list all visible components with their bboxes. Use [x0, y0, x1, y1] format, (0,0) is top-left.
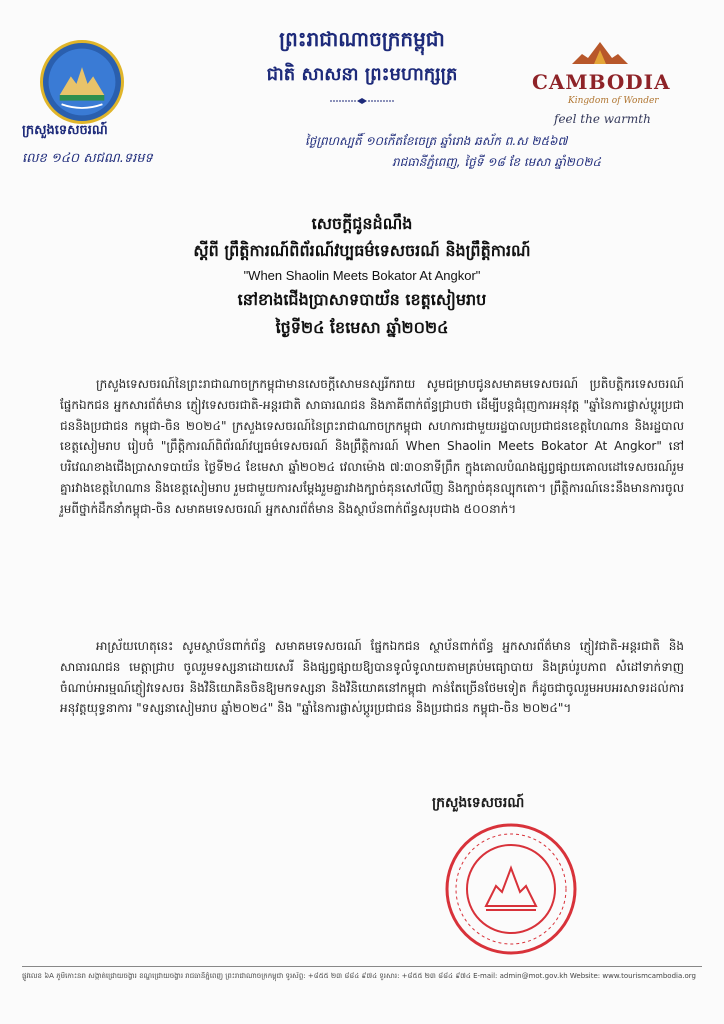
event-location: នៅខាងជើងប្រាសាទបាយ័ន ខេត្តសៀមរាប: [237, 290, 487, 309]
lunar-date: ថ្ងៃព្រហស្បតិ៍ ១០កើតខែចេត្រ ឆ្នាំរោង ឆស័ក ព.ស ២៥៦៧: [305, 134, 568, 148]
reference-number: លេខ ១៤០ សជណ.ទរមទ: [22, 151, 153, 166]
body-paragraph: ក្រសួងទេសចរណ៍នៃព្រះរាជាណាចក្រកម្ពុជាមានសេចក្តីសោមនស្សរីករាយ សូមជម្រាបជូនសមាគមទេសចរណ៍ ប្រតិបត្តិករទេសចរណ៍ ផ្នែកឯកជន អ្នកសារព័ត៌មាន ភ្ញៀវទេសចរជាតិ-អន្តរជាតិ សាធារណជន និងភាគីពាក់ព័ន្ធជ្រាបថា ដើម្បីបន្តជំរុញការអនុវត្ត "ឆ្នាំនៃការផ្លាស់ប្តូរប្រជាជននិងប្រជាជន កម្ពុជា-ចិន ២០២៤" ក្រសួងទេសចរណ៍នៃព្រះរាជាណាចក្រកម្ពុជា សហការជាមួយរដ្ឋបាលប្រជាជនខេត្តហៃណាន និងរដ្ឋបាលខេត្តសៀមរាប រៀបចំ "ព្រឹត្តិការណ៍ពិព័រណ៍វប្បធម៌ទេសចរណ៍ និងព្រឹត្តិការណ៍ When Shaolin Meets Bokator At Angkor" នៅបរិវេណខាងជើងប្រាសាទបាយ័ន ថ្ងៃទី២៤ ខែមេសា ឆ្នាំ២០២៤ វេលាម៉ោង ៧:៣០នាទីព្រឹក ក្នុងគោលបំណងផ្សព្វផ្សាយគោលដៅទេសចរណ៍រួមគ្នារវាងខេត្តហៃណាន និងខេត្តសៀមរាប រួមជាមួយការសម្តែងរួមគ្នារវាងក្បាច់គុនសៅលីញ និងក្បាច់គុនល្បុកតោ។ ព្រឹត្តិការណ៍នេះនឹងមានការចូលរួមពីថ្នាក់ដឹកនាំកម្ពុជា-ចិន សមាគមទេសចរណ៍ អ្នកសារព័ត៌មាន និងស្ថាប័នពាក់ព័ន្ធសរុបជាង ៥០០នាក់។: [60, 377, 684, 516]
brand-wordmark: CAMBODIA: [532, 70, 671, 94]
national-motto: ជាតិ សាសនា ព្រះមហាក្សត្រ: [266, 64, 458, 85]
solar-date: រាជធានីភ្នំពេញ, ថ្ងៃទី ១៨ ខែ មេសា ឆ្នាំ២០២៤: [392, 155, 601, 169]
notice-subject: ស្តីពី ព្រឹត្តិការណ៍ពិព័រណ៍វប្បធម៌ទេសចរណ៍ និងព្រឹត្តិការណ៍: [193, 241, 531, 260]
signatory-label: ក្រសួងទេសចរណ៍: [432, 795, 525, 811]
footer-contact: ផ្លូវលេខ ៦A ភូមិកោះនរា សង្កាត់ជ្រោយចង្វារ ខណ្ឌជ្រោយចង្វារ រាជធានីភ្នំពេញ ព្រះរាជាណាចក្រកម្ពុជា ទូរស័ព្ទ: +៨៥៥ ២៣ ៨៨៤ ៩៧៤ ទូរសារ: +៨៥៥ ២៣ ៨៨៤ ៩៧៤ E-mail: admin@mot.gov.kh Website: www.tourismcambodia.org: [22, 972, 696, 980]
brand-tagline: Kingdom of Wonder: [568, 96, 659, 106]
brand-slogan: feel the warmth: [554, 112, 651, 126]
event-date: ថ្ងៃទី២៤ ខែមេសា ឆ្នាំ២០២៤: [275, 318, 449, 337]
kingdom-heading: ព្រះរាជាណាចក្រកម្ពុជា: [279, 27, 445, 51]
official-stamp-icon: [442, 820, 580, 958]
notice-title: សេចក្តីជូនដំណឹង: [311, 214, 413, 233]
footer-divider: [22, 966, 702, 967]
event-name: "When Shaolin Meets Bokator At Angkor": [243, 268, 481, 283]
ornament-divider-icon: [330, 98, 394, 104]
ministry-label: ក្រសួងទេសចរណ៍: [22, 123, 108, 138]
body-paragraph: អាស្រ័យហេតុនេះ សូមស្ថាប័នពាក់ព័ន្ធ សមាគមទេសចរណ៍ ផ្នែកឯកជន ស្ថាប័នពាក់ព័ន្ធ អ្នកសារព័ត៌មាន ភ្ញៀវជាតិ-អន្តរជាតិ និងសាធារណជន មេត្តាជ្រាប ចូលរួមទស្សនាដោយសេរី និងផ្សព្វផ្សាយឱ្យបានទូលំទូលាយតាមគ្រប់មធ្យោបាយ និងគ្រប់រូបភាព សំដៅទាក់ទាញចំណាប់អារម្មណ៍ភ្ញៀវទេសចរ និងវិនិយោគិនចិនឱ្យមកទស្សនា និងវិនិយោគនៅកម្ពុជា កាន់តែច្រើនថែមទៀត ក៏ដូចជាចូលរួមអបអរសាទរដល់ការអនុវត្តយុទ្ធនាការ "ទស្សនាសៀមរាប ឆ្នាំ២០២៤" និង "ឆ្នាំនៃការផ្លាស់ប្តូរប្រជាជន និងប្រជាជន កម្ពុជា-ចិន ២០២៤"។: [60, 639, 684, 716]
cambodia-brand-emblem-icon: [568, 40, 632, 66]
